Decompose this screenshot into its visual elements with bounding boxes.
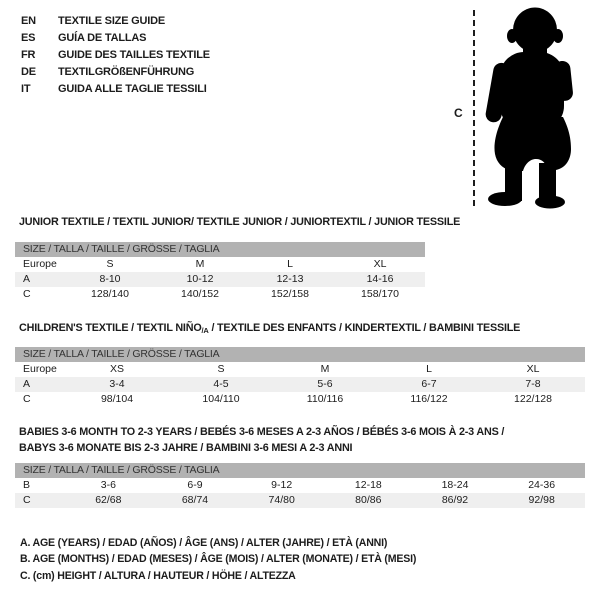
language-title: GUÍA DE TALLAS [58,32,147,44]
size-cell: 6-9 [187,479,203,491]
language-row [21,81,210,98]
size-cell: 128/140 [91,288,129,300]
size-cell: 10-12 [186,273,214,285]
size-cell: 158/170 [361,288,399,300]
size-cell: 12-18 [354,479,382,491]
baby-silhouette-image [478,5,578,209]
row-label: C [23,494,31,506]
size-cell: S [217,363,225,375]
table-row [15,257,425,272]
size-cell: 9-12 [271,479,293,491]
language-title: GUIDE DES TAILLES TEXTILE [58,49,210,61]
size-cell: 3-4 [109,378,125,390]
size-cell: 152/158 [271,288,309,300]
table-row [15,478,585,493]
size-cell: 68/74 [181,494,209,506]
language-row [21,64,210,81]
size-cell: 12-13 [276,273,304,285]
size-cell: 14-16 [366,273,394,285]
size-cell: 24-36 [528,479,556,491]
row-label: Europe [23,363,57,375]
size-cell: 3-6 [100,479,116,491]
size-cell: XL [373,258,387,270]
language-title: TEXTILE SIZE GUIDE [58,15,166,27]
language-code: IT [21,83,31,95]
size-cell: 80/86 [355,494,382,506]
size-cell: XL [526,363,540,375]
language-code: FR [21,49,36,61]
footnote-c: C. (cm) HEIGHT / ALTURA / HAUTEUR / HÖHE / ALTEZZA [20,570,296,582]
language-row [21,30,210,47]
size-cell: 92/98 [528,494,555,506]
size-cell: 74/80 [268,494,295,506]
babies-size-table [15,463,585,508]
size-cell: 5-6 [317,378,333,390]
children-title-subscript: /A [201,326,209,335]
size-cell: 104/110 [202,393,240,405]
children-table-title [19,322,520,335]
table-row [15,377,585,392]
language-code: ES [21,32,36,44]
language-title: GUIDA ALLE TAGLIE TESSILI [58,83,207,95]
children-size-table [15,347,585,407]
size-cell: XS [109,363,124,375]
footnote-b: B. AGE (MONTHS) / EDAD (MESES) / ÂGE (MOIS) / ALTER (MONATE) / ETÀ (MESI) [20,553,417,565]
size-cell: 18-24 [441,479,469,491]
table-row [15,392,585,407]
row-label: C [23,393,31,405]
row-label: Europe [23,258,57,270]
size-cell: 110/116 [306,393,344,405]
size-cell: 62/68 [95,494,122,506]
size-cell: 140/152 [181,288,219,300]
size-cell: M [320,363,330,375]
babies-table-title [19,424,504,456]
size-cell: L [426,363,432,375]
junior-table-title: JUNIOR TEXTILE / TEXTIL JUNIOR/ TEXTILE JUNIOR / JUNIORTEXTIL / JUNIOR TESSILE [19,216,461,228]
table-row [15,493,585,508]
size-cell: 98/104 [100,393,134,405]
size-cell: L [287,258,293,270]
size-header-bar: SIZE / TALLA / TAILLE / GRÖSSE / TAGLIA [15,463,585,478]
row-label: A [23,273,31,285]
row-label: A [23,378,31,390]
language-code: EN [21,15,36,27]
size-header-bar: SIZE / TALLA / TAILLE / GRÖSSE / TAGLIA [15,242,425,257]
language-title: TEXTILGRÖßENFÜHRUNG [58,66,195,78]
language-row [21,47,210,64]
language-legend [21,13,210,98]
table-row [15,287,425,302]
row-label: B [23,479,31,491]
children-title-post: / TEXTILE DES ENFANTS / KINDERTEXTIL / BAMBINI TESSILE [208,322,521,334]
babies-title-line2: BABYS 3-6 MONATE BIS 2-3 JAHRE / BAMBINI 3-6 MESI A 2-3 ANNI [19,442,353,454]
size-cell: 4-5 [213,378,229,390]
language-row [21,13,210,30]
size-cell: 6-7 [421,378,437,390]
row-label: C [23,288,31,300]
size-cell: 122/128 [514,393,552,405]
babies-title-line1: BABIES 3-6 MONTH TO 2-3 YEARS / BEBÉS 3-6 MESES A 2-3 AÑOS / BÉBÉS 3-6 MOIS À 2-3 ANS / [19,426,505,438]
size-cell: M [195,258,205,270]
footnote-a: A. AGE (YEARS) / EDAD (AÑOS) / ÂGE (ANS) / ALTER (JAHRE) / ETÀ (ANNI) [20,537,388,549]
size-cell: 8-10 [99,273,121,285]
table-row [15,362,585,377]
height-dashed-line [473,10,475,206]
size-cell: S [106,258,114,270]
junior-size-table [15,242,425,302]
children-title-pre: CHILDREN'S TEXTILE / TEXTIL NIÑO [19,322,202,334]
size-cell: 7-8 [525,378,541,390]
height-label-c: C [454,106,463,120]
size-header-bar: SIZE / TALLA / TAILLE / GRÖSSE / TAGLIA [15,347,585,362]
table-row [15,272,425,287]
size-cell: 86/92 [441,494,469,506]
size-cell: 116/122 [410,393,448,405]
language-code: DE [21,66,36,78]
